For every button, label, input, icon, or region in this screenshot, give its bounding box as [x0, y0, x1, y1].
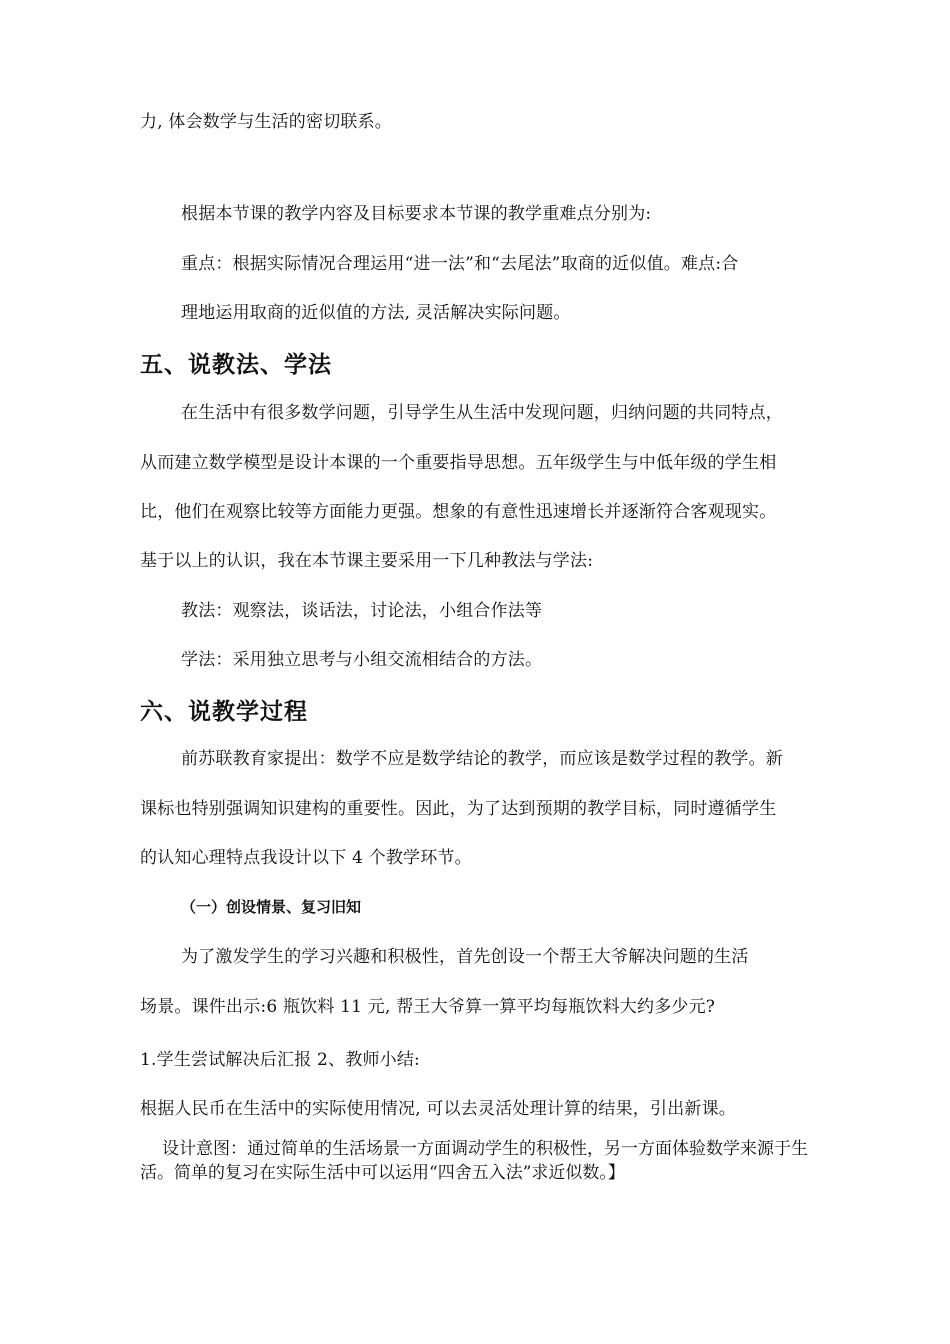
paragraph-line: 重点：根据实际情况合理运用“进一法”和“去尾法”取商的近似值。难点:合	[181, 254, 739, 274]
paragraph-line: 根据人民币在生活中的实际使用情况, 可以去灵活处理计算的结果，引出新课。	[140, 1099, 737, 1119]
paragraph-line: 为了激发学生的学习兴趣和积极性，首先创设一个帮王大爷解决问题的生活	[181, 947, 749, 967]
paragraph-line: 学法：采用独立思考与小组交流相结合的方法。	[181, 650, 543, 670]
paragraph-line: 理地运用取商的近似值的方法, 灵活解决实际问题。	[181, 303, 571, 323]
paragraph-line: 力, 体会数学与生活的密切联系。	[140, 112, 393, 132]
paragraph-line: 场景。课件出示:6 瓶饮料 11 元, 帮王大爷算一算平均每瓶饮料大约多少元?	[140, 997, 716, 1017]
paragraph-line: 前苏联教育家提出：数学不应是数学结论的教学，而应该是数学过程的教学。新	[181, 749, 783, 769]
paragraph-line: 从而建立数学模型是设计本课的一个重要指导思想。五年级学生与中低年级的学生相	[140, 453, 777, 473]
paragraph-line: 在生活中有很多数学问题，引导学生从生活中发现问题，归纳问题的共同特点，	[181, 403, 783, 423]
paragraph-line: 基于以上的认识，我在本节课主要采用一下几种教法与学法:	[140, 551, 594, 571]
subsection-heading: （一）创设情景、复习旧知	[181, 898, 362, 916]
paragraph-line: 教法：观察法，谈话法，讨论法，小组合作法等	[181, 601, 543, 621]
paragraph-line: 根据本节课的教学内容及目标要求本节课的教学重难点分别为:	[181, 204, 652, 224]
design-intent-paragraph: 设计意图：通过简单的生活场景一方面调动学生的积极性，另一方面体验数学来源于生活。简单的复习在实际生活中可以运用“四舍五入法”求近似数。】	[140, 1139, 808, 1183]
section-heading-5: 五、说教法、学法	[140, 352, 332, 378]
paragraph-line: 的认知心理特点我设计以下 4 个教学环节。	[140, 848, 472, 868]
paragraph-line: 课标也特别强调知识建构的重要性。因此，为了达到预期的教学目标，同时遵循学生	[140, 799, 777, 819]
paragraph-line: 比，他们在观察比较等方面能力更强。想象的有意性迅速增长并逐渐符合客观现实。	[140, 502, 777, 522]
section-heading-6: 六、说教学过程	[140, 699, 308, 725]
paragraph-line: 1.学生尝试解决后汇报 2、教师小结:	[140, 1050, 420, 1070]
